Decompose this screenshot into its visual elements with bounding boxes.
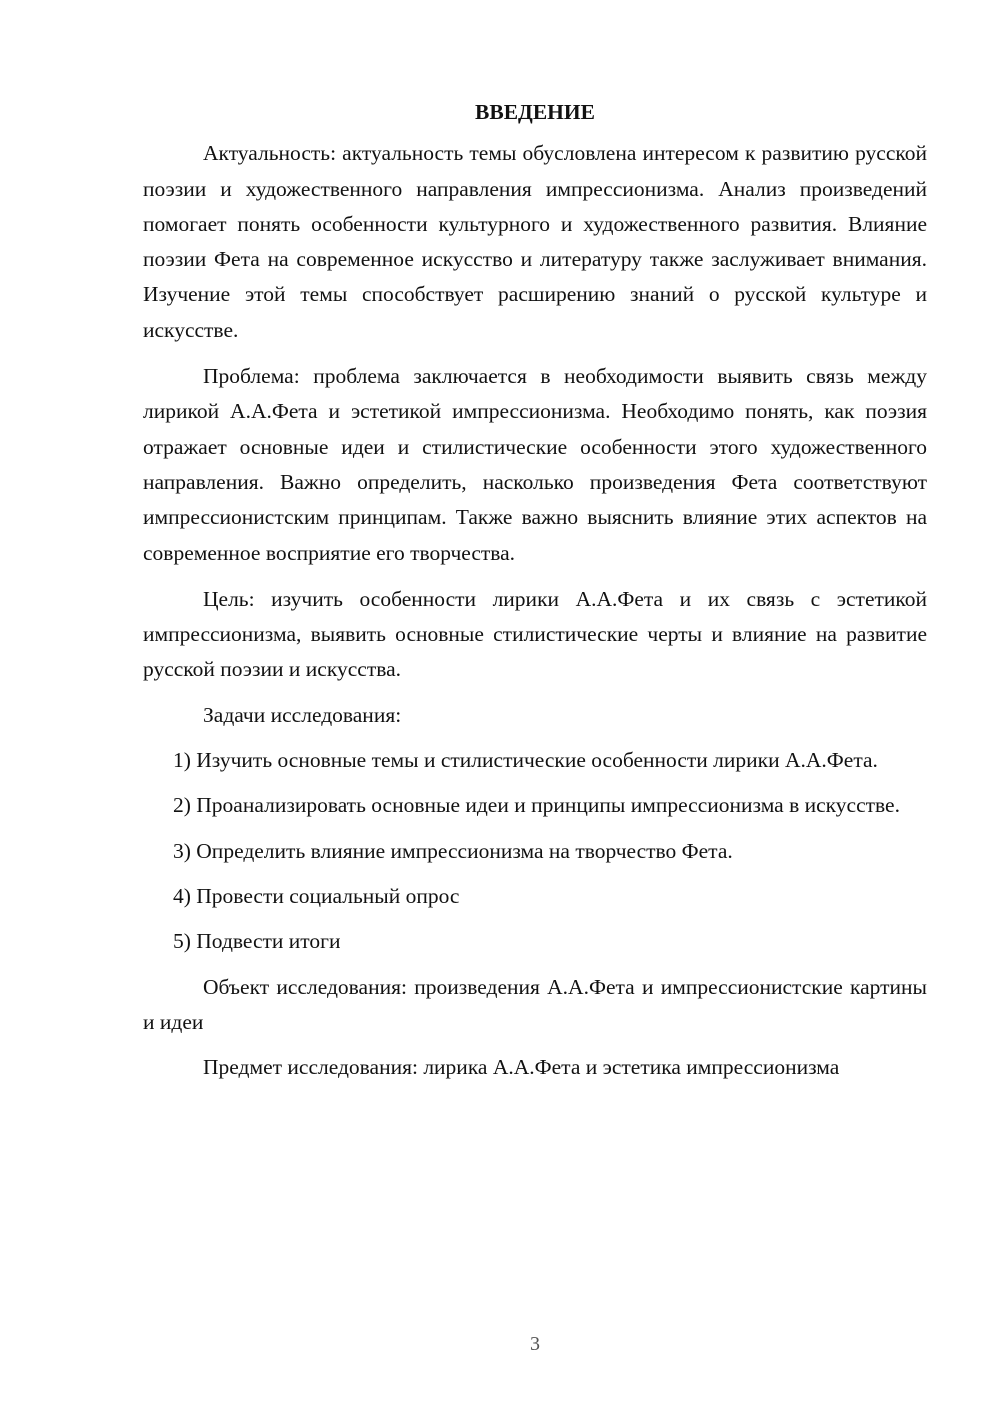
page-content bbox=[143, 95, 927, 1085]
relevance-paragraph: Актуальность: актуальность темы обусловлена интересом к развитию русской поэзии и художественного направления импрессионизма. Анализ произведений помогает понять особенности культурного и художественного развития. Влияние поэзии Фета на современное искусство и литературу также заслуживает внимания. Изучение этой темы способствует расширению знаний о русской культуре и искусстве. bbox=[143, 141, 927, 342]
goal-paragraph: Цель: изучить особенности лирики А.А.Фета и их связь с эстетикой импрессионизма, выявить основные стилистические черты и влияние на развитие русской поэзии и искусства. bbox=[143, 586, 927, 682]
research-object-paragraph: Объект исследования: произведения А.А.Фета и импрессионистские картины и идеи bbox=[143, 974, 927, 1034]
tasks-heading: Задачи исследования: bbox=[203, 702, 402, 727]
task-item: 4) Провести социальный опрос bbox=[173, 883, 460, 908]
section-title: ВВЕДЕНИЕ bbox=[475, 100, 595, 124]
research-subject-paragraph: Предмет исследования: лирика А.А.Фета и эстетика импрессионизма bbox=[203, 1055, 840, 1080]
task-item: 5) Подвести итоги bbox=[173, 929, 341, 954]
task-item: 1) Изучить основные темы и стилистические особенности лирики А.А.Фета. bbox=[173, 748, 878, 773]
problem-paragraph: Проблема: проблема заключается в необходимости выявить связь между лирикой А.А.Фета и эстетикой импрессионизма. Необходимо понять, как поэзия отражает основные идеи и стилистические особенности этого художественного направления. Важно определить, насколько произведения Фета соответствуют импрессионистским принципам. Также важно выяснить влияние этих аспектов на современное восприятие его творчества. bbox=[143, 364, 927, 565]
task-item: 2) Проанализировать основные идеи и принципы импрессионизма в искусстве. bbox=[173, 793, 900, 818]
task-item: 3) Определить влияние импрессионизма на творчество Фета. bbox=[173, 838, 733, 863]
page-number: 3 bbox=[530, 1333, 540, 1355]
